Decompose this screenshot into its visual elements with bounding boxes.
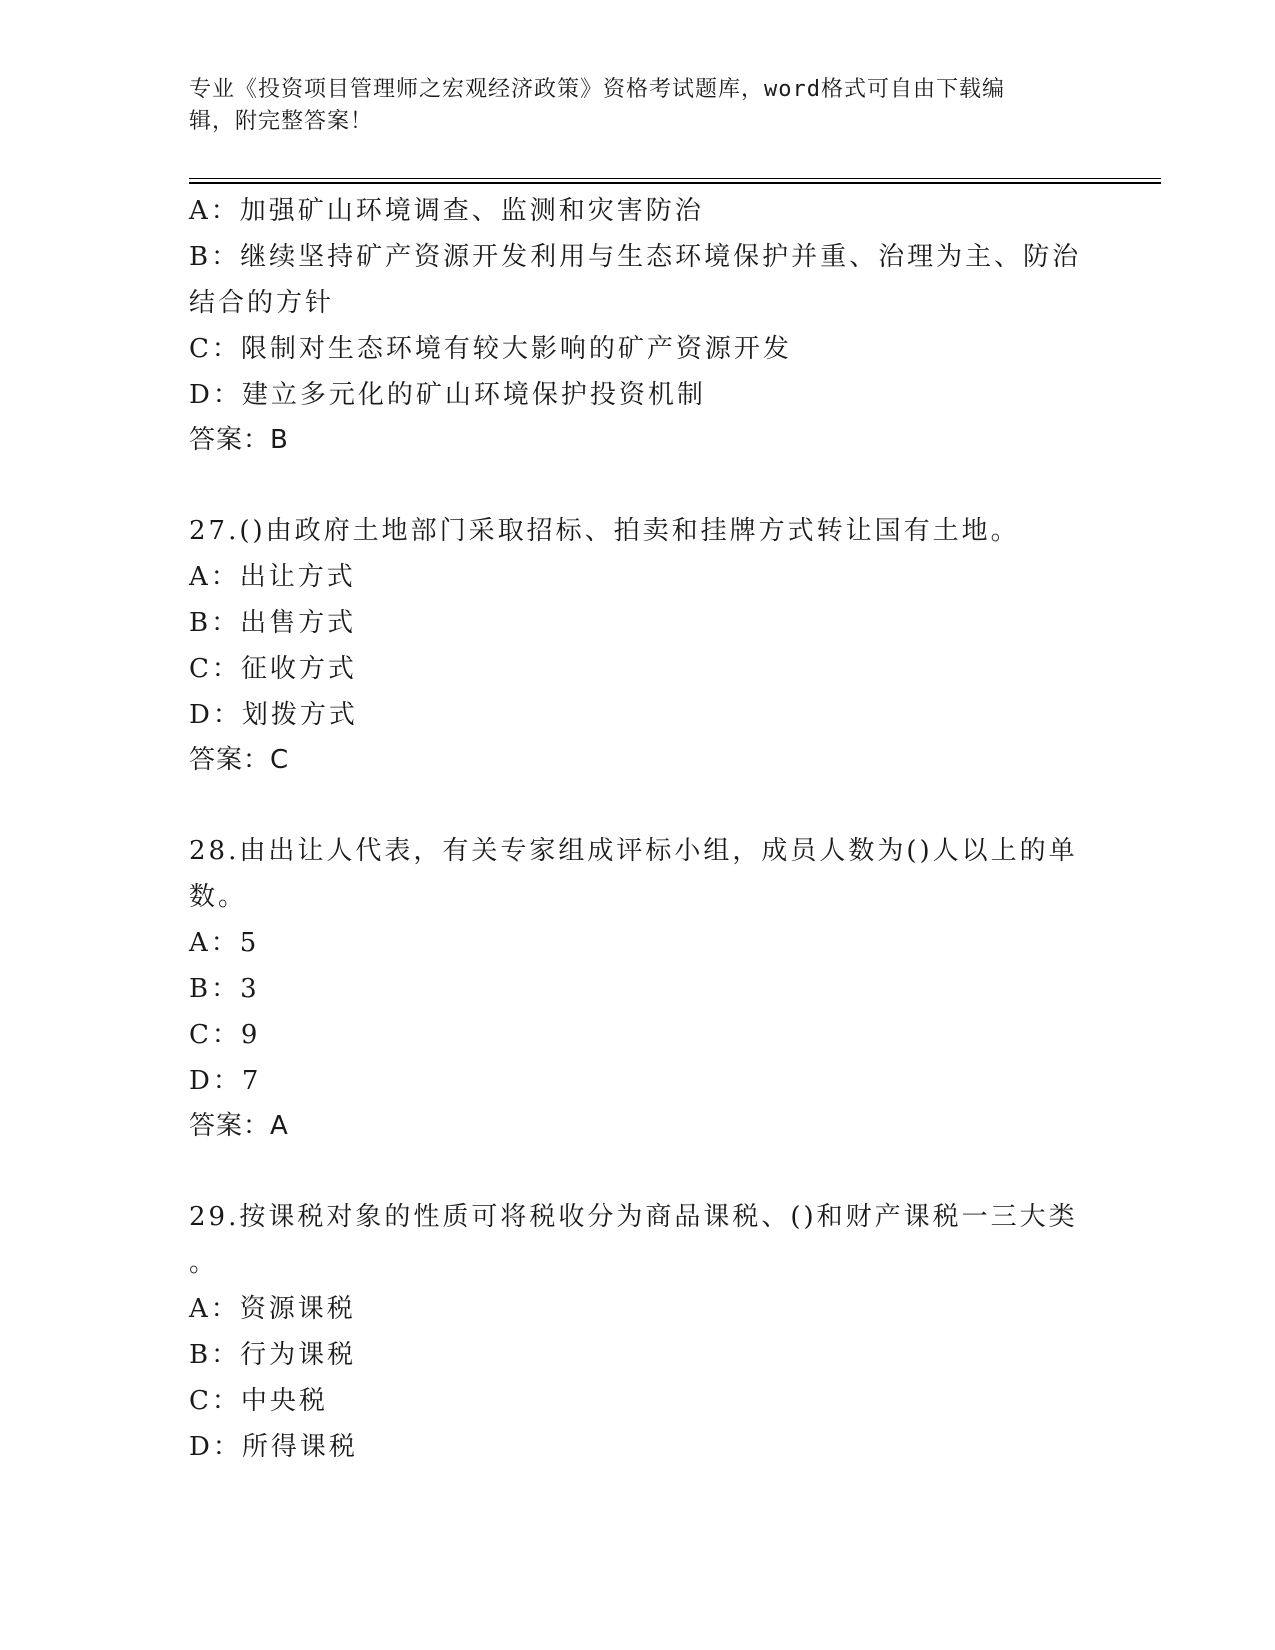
option-c: C：9 [189, 1020, 261, 1050]
option-b-continued: 结合的方针 [189, 288, 335, 318]
header-line-1: 专业《投资项目管理师之宏观经济政策》资格考试题库，word格式可自由下载编 [189, 77, 1005, 102]
option-d: D：划拨方式 [189, 700, 358, 730]
question-29 [189, 1194, 1089, 1470]
question-list [189, 188, 1089, 1470]
option-a: A：出让方式 [189, 562, 356, 592]
answer: 答案：A [189, 1111, 289, 1141]
option-b: B：继续坚持矿产资源开发利用与生态环境保护并重、治理为主、防治 [189, 242, 1082, 272]
spacer [189, 462, 1089, 508]
question-28 [189, 828, 1089, 1148]
option-c: C：中央税 [189, 1386, 328, 1416]
question-27 [189, 508, 1089, 782]
option-a: A：5 [189, 928, 260, 958]
document-header [189, 74, 1069, 138]
question-stem-continued: 数。 [189, 882, 248, 912]
option-b: B：出售方式 [189, 608, 357, 638]
spacer [189, 782, 1089, 828]
question-stem: 28.由出让人代表，有关专家组成评标小组，成员人数为()人以上的单 [189, 836, 1078, 866]
option-d: D：所得课税 [189, 1432, 358, 1462]
question-stem: 27.()由政府土地部门采取招标、拍卖和挂牌方式转让国有土地。 [189, 516, 1020, 546]
header-line-2: 辑，附完整答案！ [189, 109, 374, 134]
option-d: D：建立多元化的矿山环境保护投资机制 [189, 380, 706, 410]
option-c: C：限制对生态环境有较大影响的矿产资源开发 [189, 334, 792, 364]
option-a: A：加强矿山环境调查、监测和灾害防治 [189, 196, 704, 226]
option-b: B：3 [189, 974, 260, 1004]
question-stem: 29.按课税对象的性质可将税收分为商品课税、()和财产课税一三大类 [189, 1202, 1078, 1232]
header-divider-thick [189, 182, 1161, 184]
question-stem-continued: 。 [189, 1248, 219, 1278]
option-a: A：资源课税 [189, 1294, 356, 1324]
option-d: D：7 [189, 1066, 262, 1096]
answer: 答案：B [189, 425, 289, 455]
option-c: C：征收方式 [189, 654, 357, 684]
header-divider-thin [189, 178, 1161, 179]
option-b: B：行为课税 [189, 1340, 357, 1370]
answer: 答案：C [189, 745, 290, 775]
question-26 [189, 188, 1089, 462]
spacer [189, 1148, 1089, 1194]
